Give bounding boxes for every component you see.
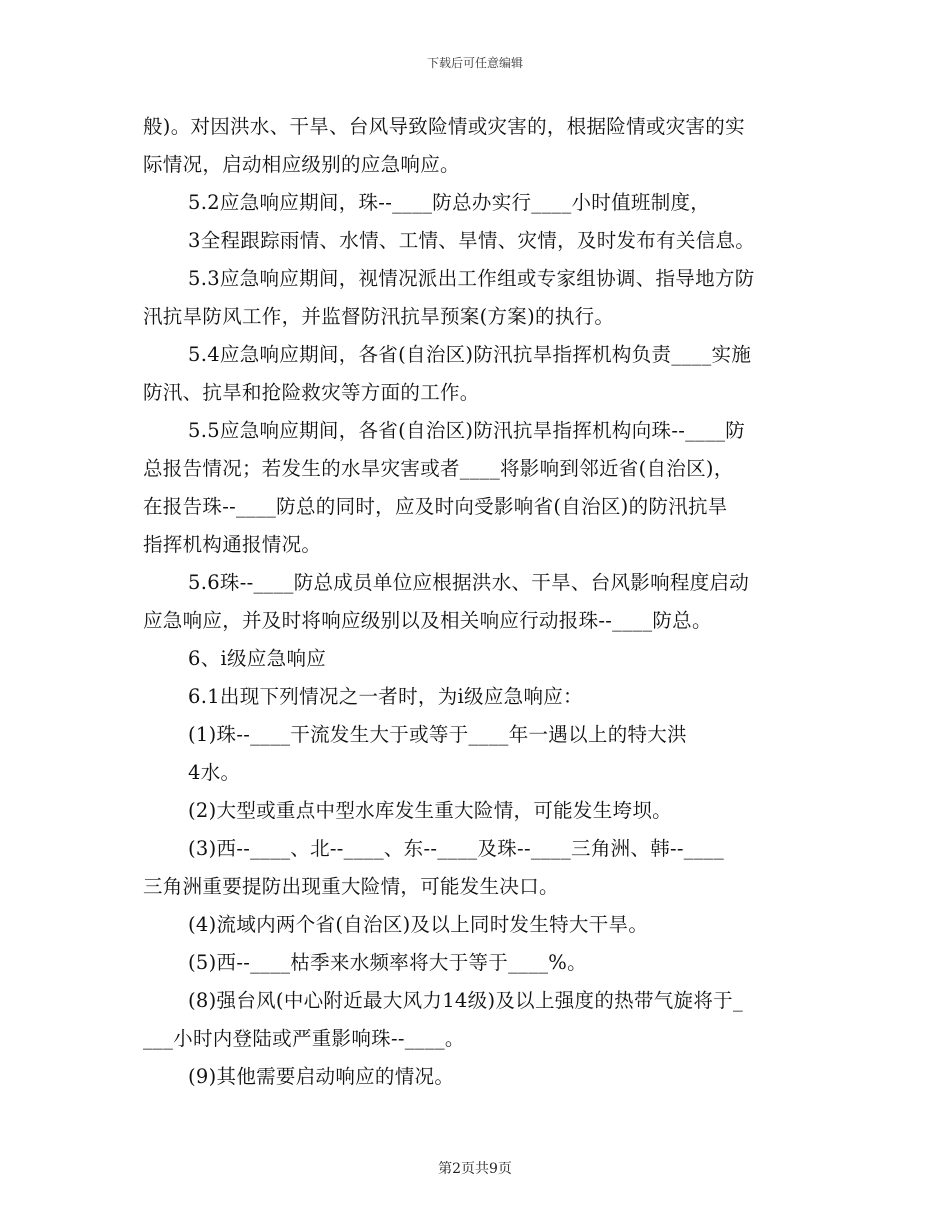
text-line: 般)。对因洪水、干旱、台风导致险情或灾害的，根据险情或灾害的实 — [143, 115, 745, 138]
text-line: 在报告珠--____防总的同时，应及时向受影响省(自治区)的防汛抗旱 — [143, 495, 728, 518]
text-line: 5.3应急响应期间，视情况派出工作组或专家组协调、指导地方防 — [188, 267, 755, 290]
text-line: 防汛、抗旱和抢险救灾等方面的工作。 — [143, 381, 480, 404]
list-item: (9)其他需要启动响应的情况。 — [188, 1065, 455, 1088]
text-line: ___小时内登陆或严重影响珠--____。 — [143, 1027, 465, 1050]
text-line: 4水。 — [188, 761, 241, 784]
text-line: 际情况，启动相应级别的应急响应。 — [143, 153, 460, 176]
text-line: 3全程跟踪雨情、水情、工情、旱情、灾情，及时发布有关信息。 — [188, 229, 756, 252]
section-heading: 6、i级应急响应 — [188, 647, 327, 670]
text-line: 5.5应急响应期间，各省(自治区)防汛抗旱指挥机构向珠--____防 — [188, 419, 746, 442]
text-line: 5.6珠--____防总成员单位应根据洪水、干旱、台风影响程度启动 — [188, 571, 750, 594]
text-line: 总报告情况；若发生的水旱灾害或者____将影响到邻近省(自治区)， — [143, 457, 734, 480]
list-item: (1)珠--____干流发生大于或等于____年一遇以上的特大洪 — [188, 723, 687, 746]
list-item: (2)大型或重点中型水库发生重大险情，可能发生垮坝。 — [188, 799, 672, 822]
list-item: (3)西--____、北--____、东--____及珠--____三角洲、韩--____ — [188, 837, 725, 860]
text-line: 6.1出现下列情况之一者时，为i级应急响应： — [188, 685, 583, 708]
text-line: 5.2应急响应期间，珠--____防总办实行____小时值班制度， — [188, 191, 711, 214]
page-header-note: 下载后可任意编辑 — [426, 56, 523, 70]
text-line: 应急响应，并及时将响应级别以及相关响应行动报珠--____防总。 — [143, 609, 712, 632]
list-item: (4)流域内两个省(自治区)及以上同时发生特大干旱。 — [188, 913, 649, 936]
page-number: 第2页共9页 — [438, 1161, 512, 1177]
text-line: 5.4应急响应期间，各省(自治区)防汛抗旱指挥机构负责____实施 — [188, 343, 752, 366]
list-item: (8)强台风(中心附近最大风力14级)及以上强度的热带气旋将于_ — [188, 989, 744, 1012]
text-line: 指挥机构通报情况。 — [143, 533, 322, 556]
text-line: 三角洲重要提防出现重大险情，可能发生决口。 — [143, 875, 559, 898]
list-item: (5)西--____枯季来水频率将大于等于____%。 — [188, 951, 587, 974]
text-line: 汛抗旱防风工作，并监督防汛抗旱预案(方案)的执行。 — [143, 305, 615, 328]
